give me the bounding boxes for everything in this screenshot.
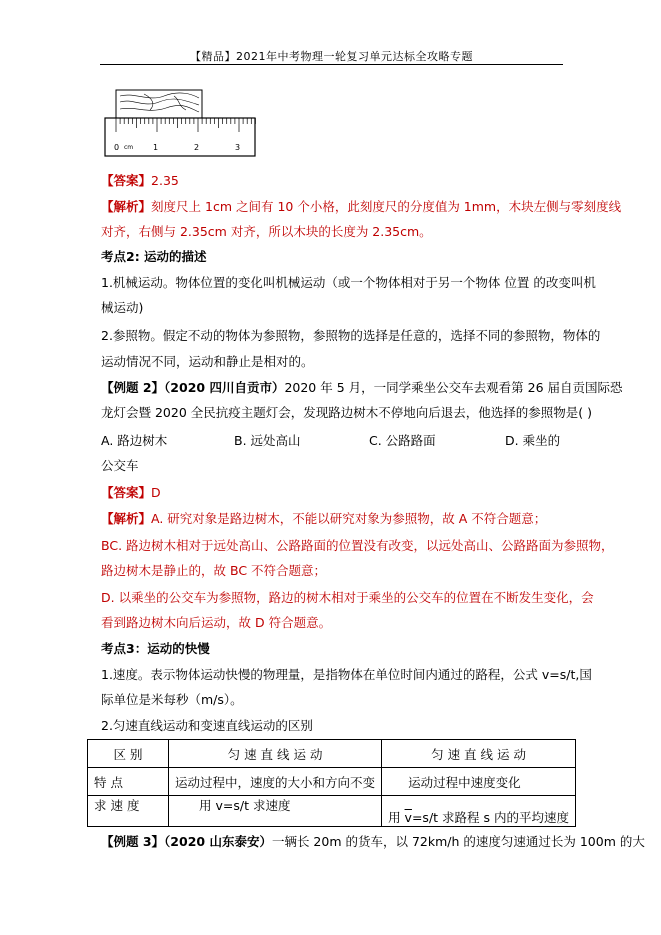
example-tag: 【例题 2】（2020 四川自贡市）	[101, 380, 285, 395]
analysis-text: 刻度尺上 1cm 之间有 10 个小格，此刻度尺的分度值为 1mm，木块左侧与零刻度线	[151, 199, 622, 214]
option-c: C. 公路路面	[369, 433, 436, 448]
page-header: 【精品】2021年中考物理一轮复习单元达标全攻略专题	[190, 50, 473, 63]
table-cell: 运动过程中，速度的大小和方向不变	[169, 768, 382, 796]
analysis-2-line-2: BC. 路边树木相对于远处高山、公路路面的位置没有改变，以远处高山、公路路面为参照物，	[101, 538, 614, 553]
item-2-line-1: 2.参照物。假定不动的物体为参照物，参照物的选择是任意的，选择不同的参照物，物体的	[101, 328, 601, 343]
header-rule	[100, 64, 563, 65]
tick-label-2: 2	[194, 143, 200, 152]
table-cell: 求 速 度	[88, 796, 169, 827]
option-b: B. 远处高山	[234, 433, 301, 448]
option-d: D. 乘坐的	[505, 433, 561, 448]
analysis-text: A. 研究对象是路边树木，不能以研究对象为参照物，故 A 不符合题意；	[151, 511, 547, 526]
analysis-2-line-5: 看到路边树木向后运动，故 D 符合题意。	[101, 615, 332, 630]
tick-label-0: 0	[114, 143, 120, 152]
example-text: 2020 年 5 月，一同学乘坐公交车去观看第 26 届自贡国际恐	[284, 380, 623, 395]
analysis-2-line-3: 路边树木是静止的，故 BC 不符合题意；	[101, 563, 327, 578]
answer-value: D	[151, 485, 161, 500]
table-cell-text: =s/t 求路程 s 内的平均速度	[411, 810, 569, 825]
answer-value: 2.35	[151, 173, 179, 188]
example-3-line-1	[101, 834, 645, 850]
table-cell: 用 v=s/t 求速度	[169, 796, 382, 827]
item-1-line-1: 1.机械运动。物体位置的变化叫机械运动（或一个物体相对于另一个物体 位置 的改变叫机	[101, 275, 596, 290]
average-velocity-symbol: $\overline{v}$	[404, 810, 412, 825]
item-3-line-2: 际单位是米每秒（m/s）。	[101, 692, 243, 707]
table-cell	[382, 796, 576, 827]
example-text: 一辆长 20m 的货车，以 72km/h 的速度匀速通过长为 100m 的大	[271, 834, 645, 849]
table-row	[88, 796, 576, 827]
table-header-cell: 匀 速 直 线 运 动	[382, 740, 576, 768]
table-row	[88, 768, 576, 796]
tick-label-3: 3	[235, 143, 241, 152]
example-2-line-1	[101, 380, 623, 396]
table-header-cell: 匀 速 直 线 运 动	[169, 740, 382, 768]
analysis-1-line-1	[101, 199, 621, 215]
analysis-2-line-1	[101, 511, 546, 527]
analysis-tag: 【解析】	[101, 199, 152, 214]
analysis-tag: 【解析】	[101, 511, 152, 526]
table-header-row	[88, 740, 576, 768]
option-a: A. 路边树木	[101, 433, 168, 448]
answer-2	[101, 485, 161, 501]
section-title-point-2: 考点2: 运动的描述	[101, 249, 207, 264]
ruler-figure	[104, 88, 264, 158]
analysis-2-line-4: D. 以乘坐的公交车为参照物，路边的树木相对于乘坐的公交车的位置在不断发生变化，会	[101, 590, 594, 605]
analysis-1-line-2: 对齐，右侧与 2.35cm 对齐，所以木块的长度为 2.35cm。	[101, 224, 432, 239]
option-d-wrap: 公交车	[101, 458, 139, 473]
example-tag: 【例题 3】（2020 山东泰安）	[101, 834, 272, 849]
answer-tag: 【答案】	[101, 485, 152, 500]
tick-label-1: 1	[153, 143, 159, 152]
example-2-line-2: 龙灯会暨 2020 全民抗疫主题灯会，发现路边树木不停地向后退去，他选择的参照物是( )	[101, 405, 592, 420]
section-title-point-3: 考点3：运动的快慢	[101, 641, 210, 656]
item-3-line-1: 1.速度。表示物体运动快慢的物理量，是指物体在单位时间内通过的路程，公式 v=s/t,国	[101, 667, 592, 682]
item-4-line-1: 2.匀速直线运动和变速直线运动的区别	[101, 718, 313, 733]
table-cell-prefix: 用	[388, 810, 405, 825]
table-cell: 特 点	[88, 768, 169, 796]
tick-label-unit: cm	[124, 144, 134, 151]
comparison-table	[87, 739, 576, 827]
answer-tag: 【答案】	[101, 173, 152, 188]
table-header-cell: 区 别	[88, 740, 169, 768]
table-cell: 运动过程中速度变化	[382, 768, 576, 796]
item-1-line-2: 械运动)	[101, 300, 144, 315]
item-2-line-2: 运动情况不同，运动和静止是相对的。	[101, 354, 314, 369]
answer-1	[101, 173, 179, 189]
